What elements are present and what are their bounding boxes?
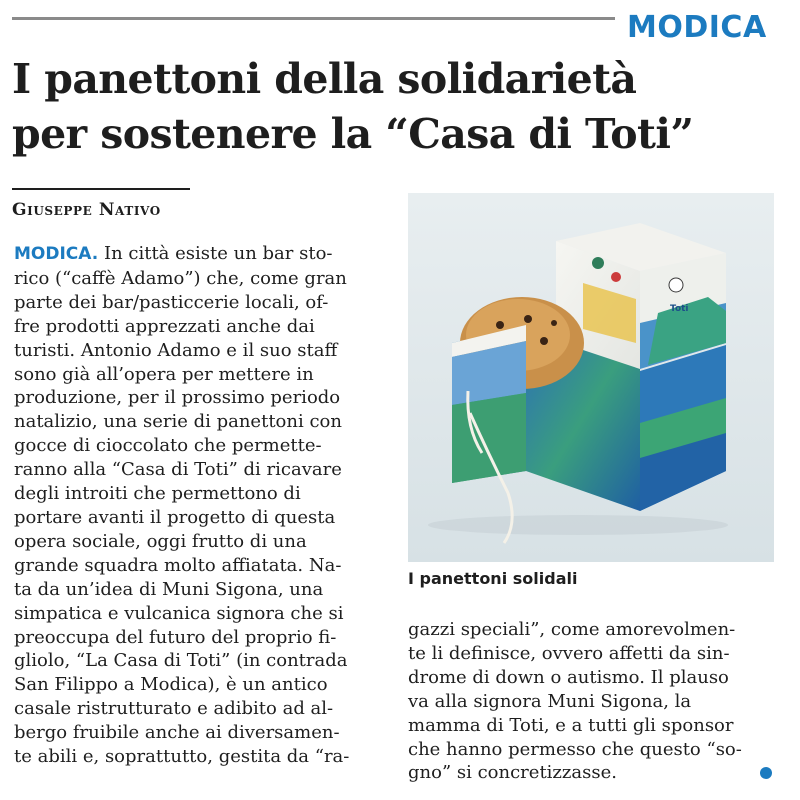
headline-line-2: per sostenere la “Casa di Toti” [12,110,694,158]
body-line: gno” si concretizzasse. [408,762,617,784]
body-line: ta da un’idea di Muni Sigona, una [14,578,324,600]
body-line: ranno alla “Casa di Toti” di ricavare [14,459,342,481]
body-line-1-text: In città esiste un bar sto- [103,243,333,264]
dateline: MODICA. [14,244,99,264]
section-tag: MODICA [627,10,767,45]
body-line: gazzi speciali”, come amorevolmen- [408,619,736,640]
article-column-left [14,242,386,769]
body-line: natalizio, una serie di panettoni con [14,411,342,433]
body-line: rico (“caffè Adamo”) che, come gran [14,267,347,289]
body-line: mamma di Toti, e a tutti gli sponsor [408,714,734,736]
body-line: turisti. Antonio Adamo e il suo staff [14,339,338,361]
body-line: simpatica e vulcanica signora che si [14,602,344,624]
panettone-box-illustration [408,193,774,562]
body-line: che hanno permesso che questo “so- [408,738,742,760]
top-rule [12,17,615,20]
body-line: te li definisce, ovvero affetti da sin- [408,642,730,664]
body-line: te abili e, soprattutto, gestita da “ra- [14,746,350,768]
body-line: preoccupa del futuro del proprio fi- [14,626,337,648]
byline: Giuseppe Nativo [12,200,161,220]
headline [12,52,782,162]
body-line: produzione, per il prossimo periodo [14,387,341,409]
body-line: San Filippo a Modica), è un antico [14,674,328,696]
article-photo [408,193,774,562]
body-line: bergo fruibile anche ai diversamen- [14,722,340,744]
body-line: va alla signora Muni Sigona, la [408,690,692,712]
headline-line-1: I panettoni della solidarietà [12,55,637,103]
byline-rule [12,188,190,190]
body-line-1 [14,242,386,267]
body-line: casale ristrutturato e adibito ad al- [14,698,334,720]
body-line: grande squadra molto affiatata. Na- [14,554,342,576]
body-line: sono già all’opera per mettere in [14,363,314,385]
photo-caption: I panettoni solidali [408,569,578,588]
article-column-right [408,618,782,785]
body-line: fre prodotti apprezzati anche dai [14,315,315,337]
box-logo-text: Toti [670,304,689,314]
body-line: gliolo, “La Casa di Toti” (in contrada [14,650,348,672]
article-end-mark [760,767,772,779]
body-line: degli introiti che permettono di [14,483,301,505]
body-line: parte dei bar/pasticcerie locali, of- [14,291,329,313]
body-line: gocce di cioccolato che permette- [14,435,322,457]
body-line: portare avanti il progetto di questa [14,506,336,528]
body-line: drome di down o autismo. Il plauso [408,666,729,688]
body-line: opera sociale, oggi frutto di una [14,530,307,552]
